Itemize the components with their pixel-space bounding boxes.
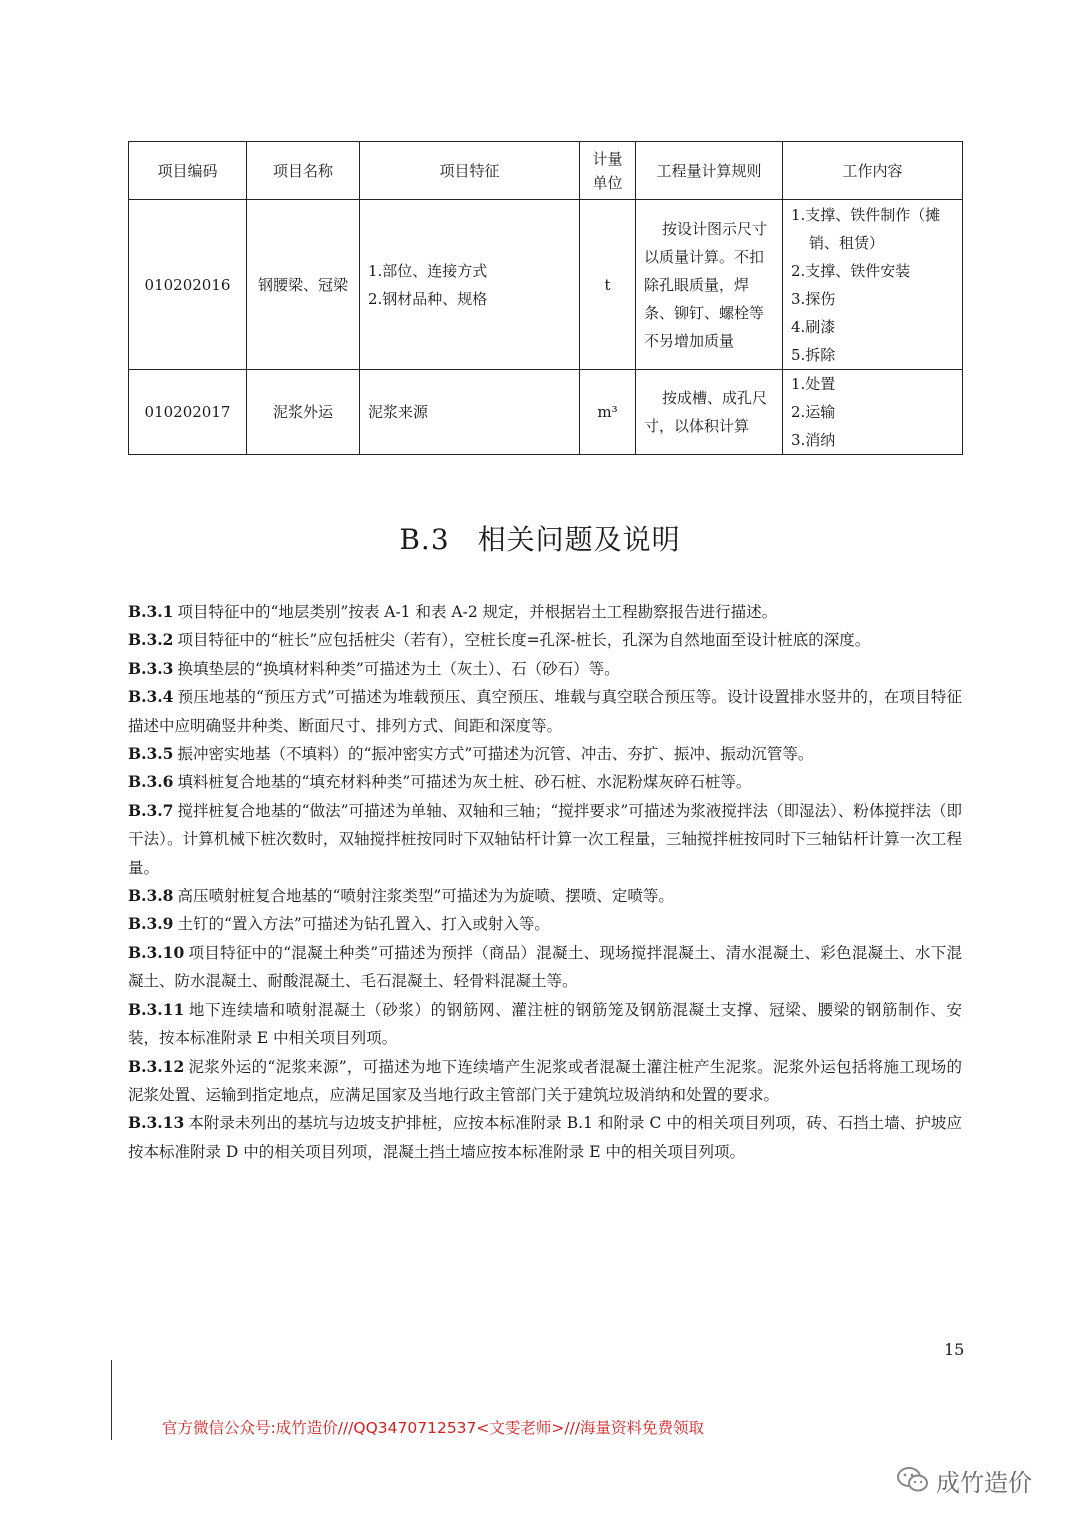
- feature-line: 泥浆来源: [368, 403, 429, 421]
- note-code: B.3.4: [128, 687, 174, 707]
- note-code: B.3.3: [128, 658, 174, 678]
- note-paragraph: [128, 797, 962, 882]
- note-text: 高压喷射桩复合地基的“喷射注浆类型”可描述为为旋喷、摆喷、定喷等。: [177, 887, 674, 906]
- header-name: 项目名称: [247, 142, 360, 200]
- work-line: 2.运输: [791, 403, 836, 421]
- item-name: 泥浆外运: [247, 370, 360, 455]
- note-text: 振冲密实地基（不填料）的“振冲密实方式”可描述为沉管、冲击、夯扩、振冲、振动沉管等。: [177, 745, 814, 764]
- work-line: 3.消纳: [791, 431, 836, 449]
- note-code: B.3.1: [128, 602, 174, 621]
- note-code: B.3.9: [128, 914, 174, 934]
- note-text: 泥浆外运的“泥浆来源”，可描述为地下连续墙产生泥浆或者混凝土灌注桩产生泥浆。泥浆外运包括将施工现场的泥浆处置、运输到指定地点，应满足国家及当地行政主管部门关于建筑垃圾消纳和处置的要求。: [128, 1057, 962, 1104]
- table-header-row: [129, 142, 963, 200]
- note-paragraph: [128, 939, 962, 996]
- rule-text: 按设计图示尺寸以质量计算。不扣除孔眼质量，焊条、铆钉、螺栓等不另增加质量: [644, 219, 768, 350]
- note-paragraph: [128, 598, 962, 626]
- note-paragraph: [128, 1053, 962, 1110]
- note-paragraph: [128, 683, 962, 740]
- note-text: 土钉的“置入方法”可描述为钻孔置入、打入或射入等。: [177, 915, 550, 934]
- item-work: [783, 200, 963, 370]
- work-line: 1.支撑、铁件制作（摊销、租赁）: [791, 205, 941, 252]
- note-code: B.3.13: [128, 1113, 185, 1133]
- note-paragraph: [128, 655, 962, 683]
- header-features: 项目特征: [360, 142, 580, 200]
- table-row: [129, 200, 963, 370]
- brand-logo: [896, 1460, 1056, 1500]
- note-paragraph: [128, 1109, 962, 1166]
- section-title: 相关问题及说明: [477, 523, 681, 556]
- specification-table: [128, 141, 963, 455]
- section-number: B.3: [399, 523, 450, 556]
- brand-logo-text: 成竹造价: [936, 1468, 1032, 1497]
- wechat-icon: [896, 1466, 930, 1494]
- note-code: B.3.8: [128, 886, 174, 906]
- note-paragraph: [128, 626, 962, 654]
- note-text: 填料桩复合地基的“填充材料种类”可描述为灰土桩、砂石桩、水泥粉煤灰碎石桩等。: [177, 773, 752, 792]
- note-text: 项目特征中的“桩长”应包括桩尖（若有），空桩长度=孔深-桩长，孔深为自然地面至设计桩底的深度。: [177, 631, 871, 650]
- work-line: 4.刷漆: [791, 317, 836, 336]
- header-work: 工作内容: [783, 142, 963, 200]
- note-text: 项目特征中的“地层类别”按表 A-1 和表 A-2 规定，并根据岩土工程勘察报告进行描述。: [177, 603, 778, 621]
- note-text: 预压地基的“预压方式”可描述为堆载预压、真空预压、堆载与真空联合预压等。设计设置排水竖井的，在项目特征描述中应明确竖井种类、断面尺寸、排列方式、间距和深度等。: [128, 688, 962, 735]
- note-text: 本附录未列出的基坑与边坡支护排桩，应按本标准附录 B.1 和附录 C 中的相关项目列项，砖、石挡土墙、护坡应按本标准附录 D 中的相关项目列项，混凝土挡土墙应按本标准附录 E 中的相关项目列项。: [128, 1114, 962, 1161]
- margin-rule: [111, 1360, 112, 1440]
- note-text: 地下连续墙和喷射混凝土（砂浆）的钢筋网、灌注桩的钢筋笼及钢筋混凝土支撑、冠梁、腰梁的钢筋制作、安装，按本标准附录 E 中相关项目列项。: [128, 1000, 962, 1048]
- table-row: [129, 370, 963, 455]
- work-line: 3.探伤: [791, 289, 836, 308]
- watermark-banner: 官方微信公众号:成竹造价///QQ3470712537<文雯老师>///海量资料免费领取: [162, 1419, 705, 1437]
- note-code: B.3.7: [128, 800, 174, 820]
- note-code: B.3.6: [128, 772, 174, 792]
- note-code: B.3.12: [128, 1056, 185, 1076]
- item-unit: t: [580, 200, 636, 370]
- work-line: 2.支撑、铁件安装: [791, 261, 911, 280]
- note-code: B.3.10: [128, 942, 185, 962]
- note-text: 换填垫层的“换填材料种类”可描述为土（灰土）、石（砂石）等。: [177, 659, 620, 678]
- item-code: 010202017: [129, 370, 247, 455]
- notes-list: [128, 598, 962, 1166]
- item-code: 010202016: [129, 200, 247, 370]
- item-features: [360, 200, 580, 370]
- note-paragraph: [128, 768, 962, 796]
- note-paragraph: [128, 882, 962, 910]
- note-text: 项目特征中的“混凝土种类”可描述为预拌（商品）混凝土、现场搅拌混凝土、清水混凝土、彩色混凝土、水下混凝土、防水混凝土、耐酸混凝土、毛石混凝土、轻骨料混凝土等。: [128, 943, 962, 991]
- header-code: 项目编码: [129, 142, 247, 200]
- header-unit: 计量 单位: [580, 142, 636, 200]
- page-number: 15: [944, 1340, 965, 1359]
- item-work: [783, 370, 963, 455]
- note-paragraph: [128, 740, 962, 768]
- note-code: B.3.11: [128, 999, 185, 1019]
- note-code: B.3.5: [128, 744, 174, 764]
- item-features: [360, 370, 580, 455]
- section-heading: [0, 518, 1080, 558]
- note-paragraph: [128, 910, 962, 938]
- header-rule: 工程量计算规则: [636, 142, 783, 200]
- feature-line: 1.部位、连接方式: [368, 261, 488, 280]
- work-line: 1.处置: [791, 375, 836, 393]
- item-unit: m³: [580, 370, 636, 455]
- note-text: 搅拌桩复合地基的“做法”可描述为单轴、双轴和三轴；“搅拌要求”可描述为浆液搅拌法（即湿法）、粉体搅拌法（即干法）。计算机械下桩次数时，双轴搅拌桩按同时下双轴钻杆计算一次工程量，三轴搅拌桩按同时下三轴钻杆计算一次工程量。: [128, 801, 962, 877]
- feature-line: 2.钢材品种、规格: [368, 289, 488, 308]
- rule-text: 按成槽、成孔尺寸，以体积计算: [644, 389, 768, 435]
- item-rule: [636, 200, 783, 370]
- note-paragraph: [128, 996, 962, 1053]
- work-line: 5.拆除: [791, 345, 836, 364]
- item-name: 钢腰梁、冠梁: [247, 200, 360, 370]
- item-rule: [636, 370, 783, 455]
- note-code: B.3.2: [128, 630, 174, 650]
